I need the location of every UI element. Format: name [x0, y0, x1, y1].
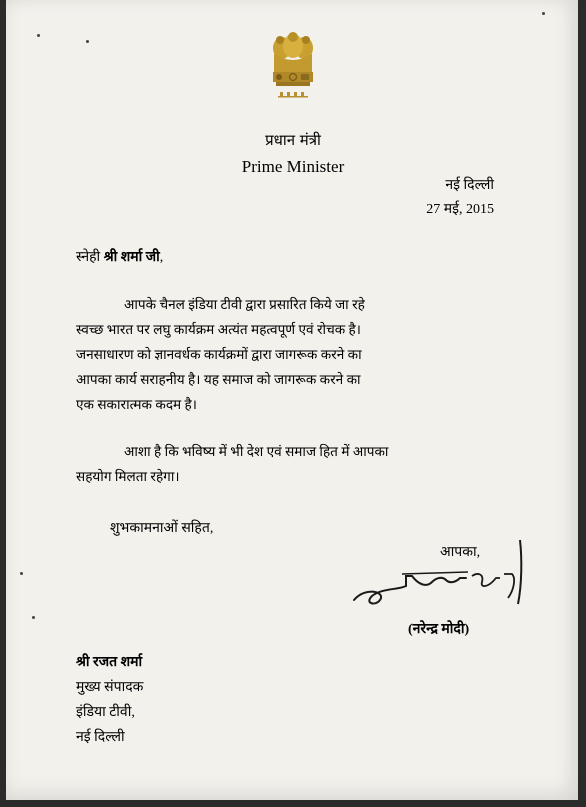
addressee-city: नई दिल्ली — [76, 730, 125, 745]
body-line: आशा है कि भविष्य में भी देश एवं समाज हित में आपका — [124, 444, 389, 459]
body-line: एक सकारात्मक कदम है। — [76, 397, 197, 412]
body-line: सहयोग मिलता रहेगा। — [76, 469, 180, 484]
addressee-name: श्री रजत शर्मा — [76, 655, 143, 670]
salutation — [76, 247, 163, 266]
letter-date: 27 मई, 2015 — [426, 202, 494, 217]
body-line: आपके चैनल इंडिया टीवी द्वारा प्रसारित किये जा रहे — [124, 297, 365, 312]
addressee-designation: मुख्य संपादक — [76, 680, 144, 695]
yours-line: आपका, — [440, 545, 481, 560]
addressee-block — [76, 650, 143, 750]
office-title-hindi: प्रधान मंत्री — [265, 131, 321, 149]
body-line: आपका कार्य सराहनीय है। यह समाज को जागरूक करने का — [76, 372, 361, 387]
addressee-organisation: इंडिया टीवी, — [76, 705, 135, 720]
state-emblem-icon — [268, 30, 318, 108]
body-line: स्वच्छ भारत पर लघु कार्यक्रम अत्यंत महत्वपूर्ण एवं रोचक है। — [76, 322, 361, 337]
closing-wishes: शुभकामनाओं सहित, — [110, 521, 214, 536]
salutation-prefix: स्नेही — [76, 250, 101, 265]
signer-name: (नरेन्द्र मोदी) — [408, 622, 470, 637]
salutation-name: श्री शर्मा जी — [103, 250, 160, 265]
salutation-comma: , — [159, 250, 164, 265]
body-paragraph-1 — [76, 292, 492, 417]
signature-image — [346, 534, 536, 614]
office-title-english: Prime Minister — [241, 157, 345, 176]
body-paragraph-2 — [76, 439, 492, 489]
letter-place: नई दिल्ली — [445, 178, 494, 193]
body-line: जनसाधारण को ज्ञानवर्धक कार्यक्रमों द्वारा जागरूक करने का — [76, 347, 362, 362]
